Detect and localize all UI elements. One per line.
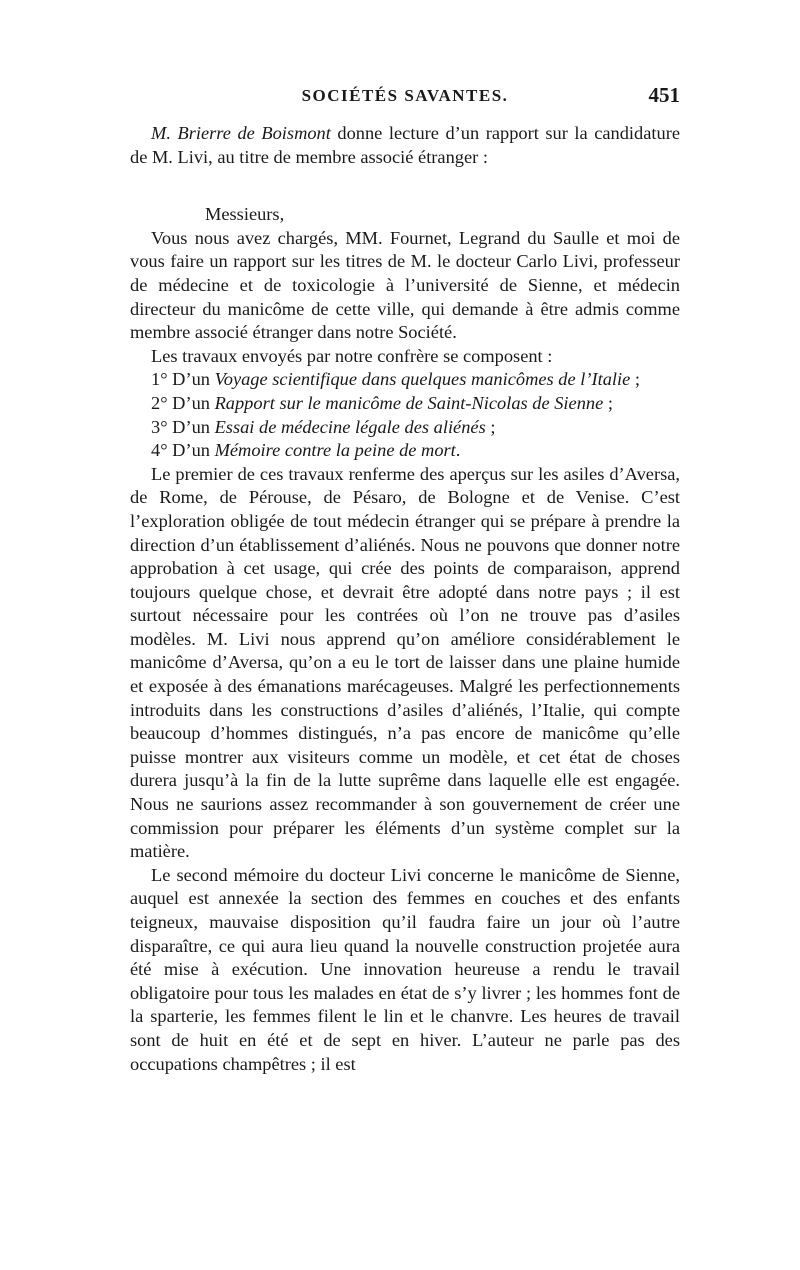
paragraph-1: Vous nous avez chargés, MM. Fournet, Legrand du Saulle et moi de vous faire un rapport sur les titres de M. le docteur Carlo Livi, professeur de médecine et de toxicologie à l’université de Sienne, et médecin directeur du manicôme de cette ville, qui demande à être admis comme membre associé étranger dans notre Société. [130,227,680,343]
work-title: Essai de médecine légale des aliénés [214,416,486,437]
work-title: Rapport sur le manicôme de Saint-Nicolas de Sienne [214,392,604,413]
paragraph-2: Les travaux envoyés par notre confrère se composent : [151,345,553,366]
intro-paragraph [130,122,680,169]
page-number: 451 [648,83,680,107]
list-item [130,439,680,463]
list-prefix: D’un [167,416,215,437]
list-item [130,392,680,416]
list-prefix: D’un [167,440,215,461]
list-item [130,368,680,392]
list-prefix: D’un [167,369,215,390]
list-number: 1° [151,369,168,390]
speaker-name: M. Brierre de Boismont [151,123,331,143]
paragraph-3: Le premier de ces travaux renferme des aperçus sur les asiles d’Aversa, de Rome, de Pérouse, de Pésaro, de Bologne et de Venise. C’est l’exploration obligée de tout médecin étranger qui se prépare à prendre la direction d’un établissement d’aliénés. Nous ne pouvons que donner notre approbation à cet usage, qui crée des points de comparaison, apprend toujours quelque chose, et devrait être adopté dans notre pays ; il est surtout nécessaire pour les contrées où l’on ne trouve pas d’asiles modèles. M. Livi nous apprend qu’on améliore considérablement le manicôme d’Aversa, qu’on a eu le tort de laisser dans une plaine humide et exposée à des émanations marécageuses. Malgré les perfectionnements introduits dans les constructions d’asiles d’aliénés, l’Italie, qui compte beaucoup d’hommes distingués, n’a pas encore de manicôme qu’elle puisse montrer aux visiteurs comme un modèle, et cet état de choses durera jusqu’à la fin de la lutte suprême dans laquelle elle est engagée. Nous ne saurions assez recommander à son gouvernement de créer une commission pour préparer les éléments d’un système complet sur la matière. [130,463,680,862]
list-end: . [455,440,461,461]
list-number: 4° [151,440,168,461]
salutation: Messieurs, [205,204,285,225]
page-header [130,83,680,114]
intro-text: donne lecture d’un rapport sur la candidature de M. Livi, au titre de membre associé étranger : [130,123,680,167]
list-prefix: D’un [167,392,215,413]
list-number: 2° [151,392,168,413]
list-number: 3° [151,416,168,437]
paragraph-4: Le second mémoire du docteur Livi concerne le manicôme de Sienne, auquel est annexée la section des femmes en couches et des enfants teigneux, mauvaise disposition qu’il faudra faire un jour où l’autre disparaître, ce qui aura lieu quand la nouvelle construction projetée aura été mise à exécution. Une innovation heureuse a rendu le travail obligatoire pour tous les malades en état de s’y livrer ; les hommes font de la sparterie, les femmes filent le lin et le chanvre. Les heures de travail sont de huit en été et de sept en hiver. L’auteur ne parle pas des occupations champêtres ; il est [130,864,680,1074]
work-title: Voyage scientifique dans quelques manicômes de l’Italie [214,369,631,390]
list-end: ; [485,416,496,437]
list-item [130,416,680,440]
work-title: Mémoire contre la peine de mort [214,440,456,461]
list-end: ; [603,392,613,413]
body-text [130,122,680,1076]
list-end: ; [630,369,641,390]
running-title: SOCIÉTÉS SAVANTES. [301,86,509,105]
